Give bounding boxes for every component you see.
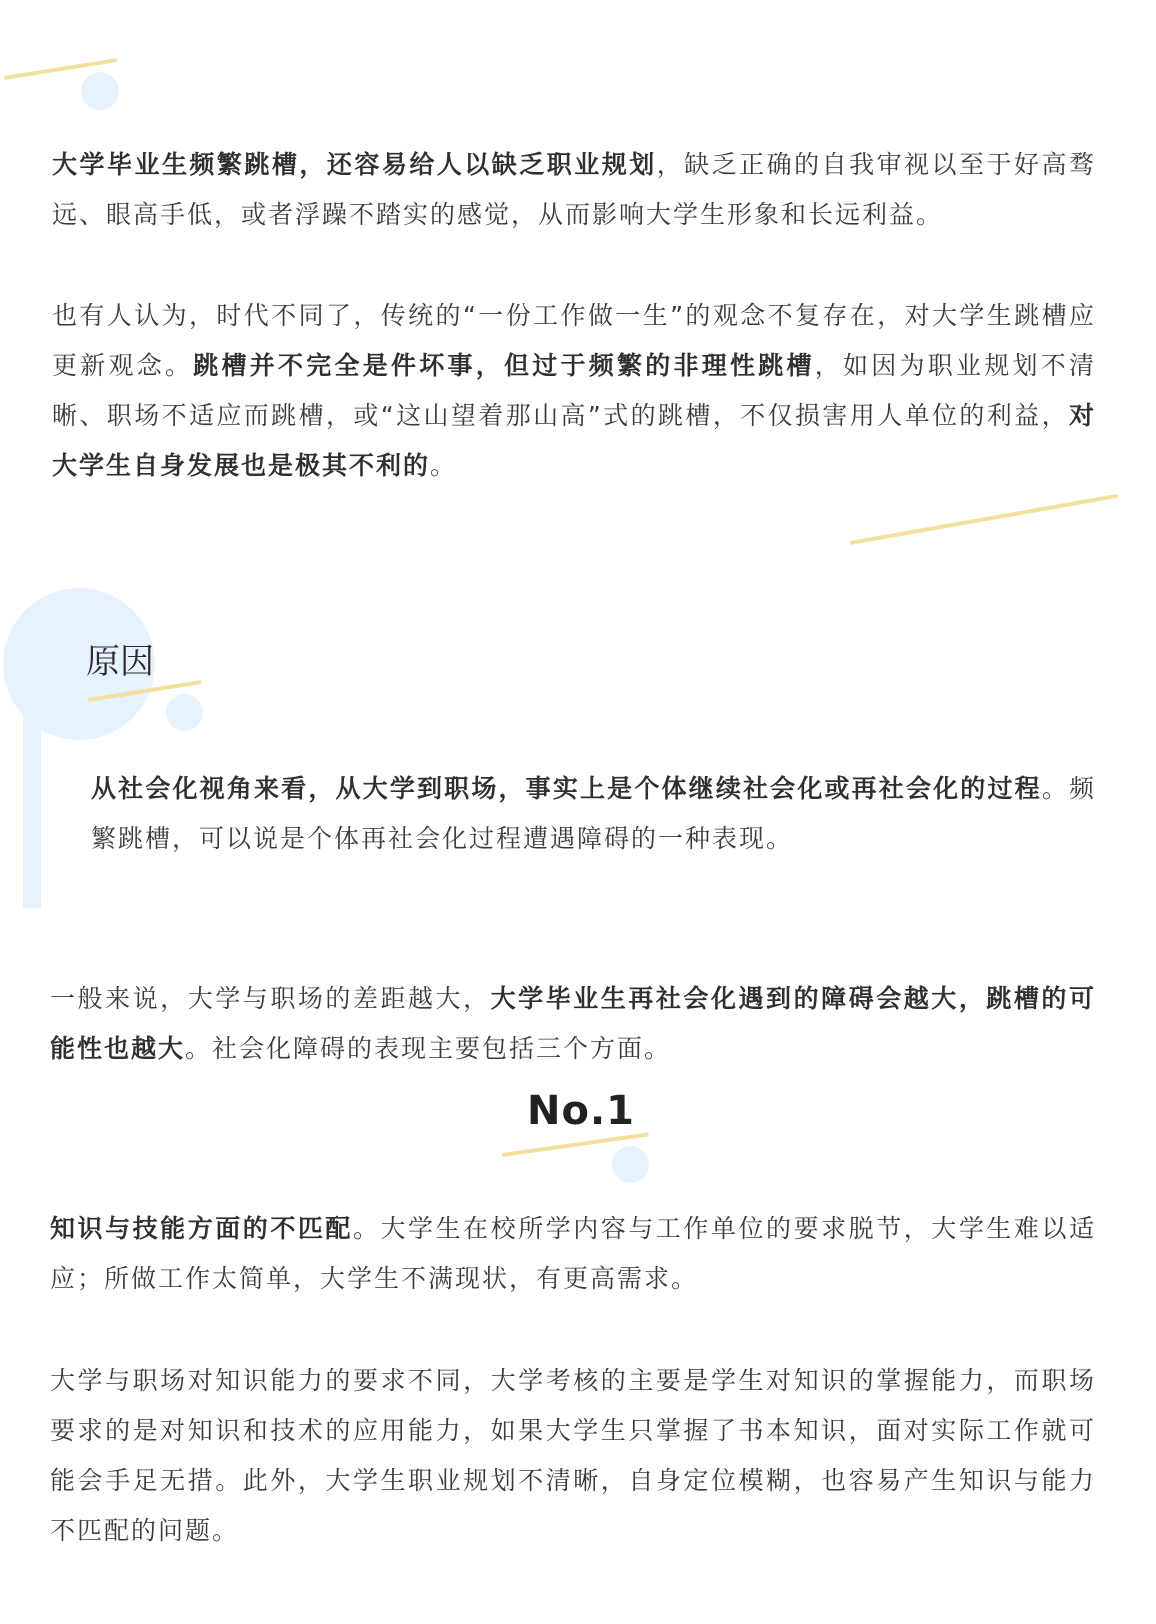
paragraph-requirements: 大学与职场对知识能力的要求不同，大学考核的主要是学生对知识的掌握能力，而职场要求的是对知识和技术的应用能力，如果大学生只掌握了书本知识，面对实际工作就可能会手足无措。此外，大学生职业规划不清晰，自身定位模糊，也容易产生知识与能力不匹配的问题。 bbox=[50, 1366, 1096, 1545]
paragraph-reason-text: 。频繁跳槽，可以说是个体再社会化过程遭遇障碍的一种表现。 bbox=[91, 774, 1096, 853]
paragraph-mismatch bbox=[50, 1204, 1096, 1304]
decorative-vertical-bar bbox=[23, 700, 41, 908]
decorative-dot-heading bbox=[166, 694, 203, 731]
paragraph-reason-bold: 从社会化视角来看，从大学到职场，事实上是个体继续社会化或再社会化的过程 bbox=[91, 774, 1042, 803]
decorative-dot-top bbox=[81, 72, 119, 110]
paragraph-opinion-text-e: 。 bbox=[430, 451, 458, 480]
paragraph-opinion-text-a: 也有人认为，时代不同了，传统的“一份工作做一生”的观念不复存在，对大学生跳槽应更新观念。 bbox=[52, 301, 1096, 380]
paragraph-general-text-c: 。社会化障碍的表现主要包括三个方面。 bbox=[185, 1034, 672, 1063]
paragraph-opinion bbox=[52, 291, 1096, 491]
paragraph-intro bbox=[52, 140, 1096, 240]
paragraph-general-bold: 大学毕业生再社会化遇到的障碍会越大，跳槽的可能性也越大 bbox=[50, 984, 1096, 1063]
decorative-line-right bbox=[850, 494, 1119, 545]
paragraph-opinion-bold-d: 对大学生自身发展也是极其不利的 bbox=[52, 401, 1096, 480]
paragraph-opinion-bold-b: 跳槽并不完全是件坏事，但过于频繁的非理性跳槽 bbox=[193, 351, 815, 380]
paragraph-general bbox=[50, 974, 1096, 1074]
paragraph-intro-text: ，缺乏正确的自我审视以至于好高骛远、眼高手低，或者浮躁不踏实的感觉，从而影响大学生形象和长远利益。 bbox=[52, 150, 1096, 229]
paragraph-intro-bold: 大学毕业生频繁跳槽，还容易给人以缺乏职业规划 bbox=[52, 150, 657, 179]
paragraph-opinion-text-c: ，如因为职业规划不清晰、职场不适应而跳槽，或“这山望着那山高”式的跳槽，不仅损害用人单位的利益， bbox=[52, 351, 1096, 430]
paragraph-mismatch-bold: 知识与技能方面的不匹配 bbox=[50, 1214, 353, 1243]
section-title: 原因 bbox=[86, 642, 154, 682]
paragraph-reason bbox=[91, 764, 1096, 864]
number-label: No.1 bbox=[527, 1088, 635, 1134]
paragraph-mismatch-text: 。大学生在校所学内容与工作单位的要求脱节，大学生难以适应；所做工作太简单，大学生不满现状，有更高需求。 bbox=[50, 1214, 1096, 1293]
paragraph-general-text-a: 一般来说，大学与职场的差距越大， bbox=[50, 984, 491, 1013]
decorative-dot-number bbox=[612, 1146, 649, 1183]
